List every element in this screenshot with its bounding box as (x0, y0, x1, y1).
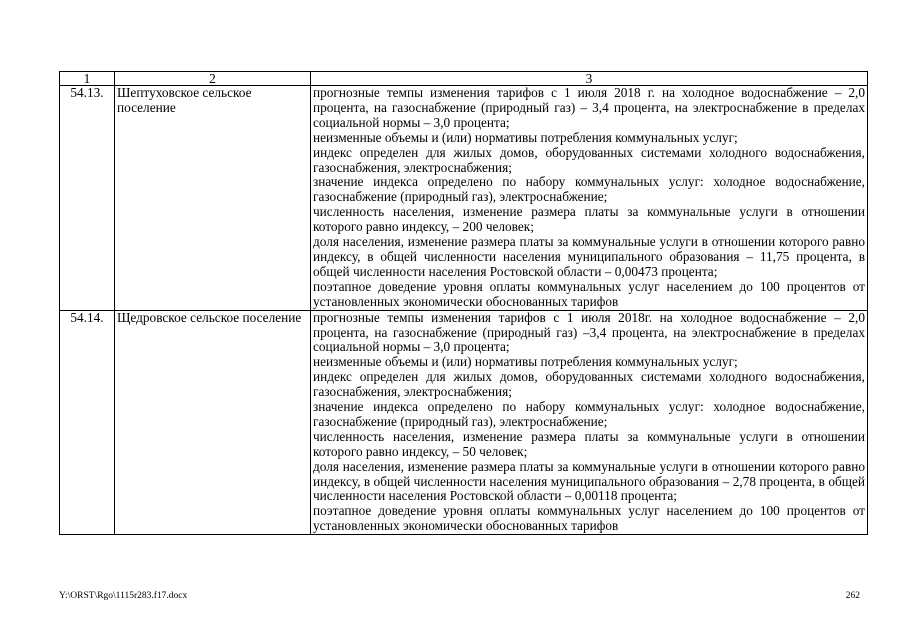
paragraph: значение индекса определено по набору коммунальных услуг: холодное водоснабжение, газоснабжение (природный газ), электроснабжение; (313, 399, 865, 429)
paragraph: индекс определен для жилых домов, оборудованных системами холодного водоснабжения, газоснабжения, электроснабжения; (313, 144, 865, 175)
paragraph: прогнозные темпы изменения тарифов с 1 июля 2018г. на холодное водоснабжение – 2,0 процента, на газоснабжение (природный газ) –3,4 процента, на электроснабжение в пределах социальной нормы – 3,0 процента; (313, 309, 865, 355)
settlement-name: Щедровское сельское поселение (115, 310, 311, 535)
paragraph: численность населения, изменение размера платы за коммунальные услуги в отношении которого равно индексу, – 50 человек; (313, 428, 865, 459)
paragraph: значение индекса определено по набору коммунальных услуг: холодное водоснабжение, газоснабжение (природный газ), электроснабжение; (313, 174, 865, 205)
header-col-3: 3 (311, 72, 868, 86)
paragraph: доля населения, изменение размера платы за коммунальные услуги в отношении которого равно индексу, в общей численности населения муниципального образования – 2,78 процента, в общей численности населения Ростовской области – 0,00118 процента; (313, 458, 865, 504)
row-number: 54.13. (60, 86, 115, 311)
row-number: 54.14. (60, 310, 115, 535)
tariff-table (59, 71, 868, 535)
footer-page-number: 262 (845, 591, 860, 601)
paragraph: неизменные объемы и (или) нормативы потребления коммунальных услуг; (313, 129, 738, 145)
header-row (60, 72, 868, 86)
header-col-2: 2 (115, 72, 311, 86)
paragraph: численность населения, изменение размера платы за коммунальные услуги в отношении которого равно индексу, – 200 человек; (313, 204, 865, 235)
paragraph: прогнозные темпы изменения тарифов с 1 июля 2018 г. на холодное водоснабжение – 2,0 процента, на газоснабжение (природный газ) – 3,4 процента, на электроснабжение в пределах социальной нормы – 3,0 процента; (313, 85, 865, 130)
paragraph: поэтапное доведение уровня оплаты коммунальных услуг населением до 100 процентов от установленных экономически обоснованных тарифов (313, 278, 865, 309)
header-col-1: 1 (60, 72, 115, 86)
footer-file-path: Y:\ORST\Rgo\1115r283.f17.docx (59, 591, 188, 601)
row-description (311, 310, 868, 535)
row-description (311, 86, 868, 311)
paragraph: неизменные объемы и (или) нормативы потребления коммунальных услуг; (313, 354, 738, 370)
table-row (60, 86, 868, 311)
paragraph: поэтапное доведение уровня оплаты коммунальных услуг населением до 100 процентов от установленных экономически обоснованных тарифов (313, 503, 865, 534)
table-row (60, 310, 868, 535)
settlement-name: Шептуховское сельское поселение (115, 86, 311, 311)
paragraph: доля населения, изменение размера платы за коммунальные услуги в отношении которого равно индексу, в общей численности населения муниципального образования – 11,75 процента, в общей численности населения Ростовской области – 0,00473 процента; (313, 234, 865, 279)
paragraph: индекс определен для жилых домов, оборудованных системами холодного водоснабжения, газоснабжения, электроснабжения; (313, 369, 865, 400)
